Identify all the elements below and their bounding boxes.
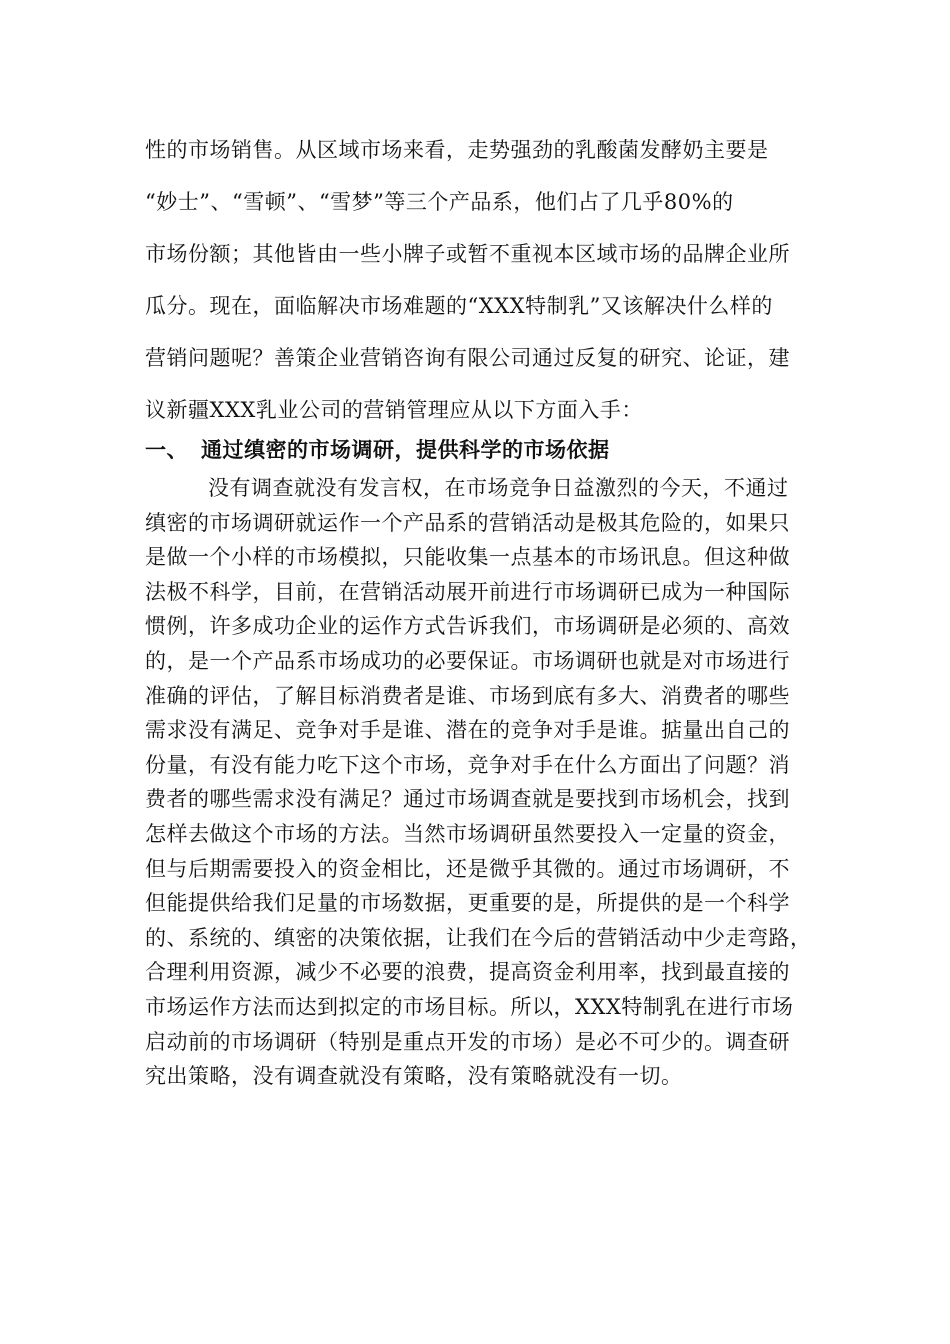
paragraph-line: 怎样去做这个市场的方法。当然市场调研虽然要投入一定量的资金，: [145, 821, 790, 846]
paragraph-line: 市场运作方法而达到拟定的市场目标。所以，XXX特制乳在进行市场: [145, 994, 794, 1019]
paragraph-line: 的、系统的、缜密的决策依据，让我们在今后的营销活动中少走弯路，: [145, 925, 812, 950]
paragraph-line: 的，是一个产品系市场成功的必要保证。市场调研也就是对市场进行: [145, 648, 790, 673]
paragraph-line: “妙士”、“雪顿”、“雪梦”等三个产品系，他们占了几乎80%的: [145, 190, 734, 214]
paragraph-line: 营销问题呢？善策企业营销咨询有限公司通过反复的研究、论证，建: [145, 346, 790, 370]
paragraph-line: 但与后期需要投入的资金相比，还是微乎其微的。通过市场调研，不: [145, 856, 790, 881]
paragraph-line: 费者的哪些需求没有满足？通过市场调查就是要找到市场机会，找到: [145, 787, 790, 812]
paragraph-line: 需求没有满足、竞争对手是谁、潜在的竞争对手是谁。掂量出自己的: [145, 718, 790, 743]
paragraph-line: 市场份额；其他皆由一些小牌子或暂不重视本区域市场的品牌企业所: [145, 242, 790, 266]
intro-paragraph: [145, 124, 790, 436]
paragraph-line: 准确的评估，了解目标消费者是谁、市场到底有多大、消费者的哪些: [145, 683, 790, 708]
paragraph-line: 议新疆XXX乳业公司的营销管理应从以下方面入手：: [145, 398, 643, 422]
section-heading: [145, 430, 610, 470]
paragraph-line: 但能提供给我们足量的市场数据，更重要的是，所提供的是一个科学: [145, 891, 790, 916]
paragraph-line: 合理利用资源，减少不必要的浪费，提高资金利用率，找到最直接的: [145, 960, 790, 985]
paragraph-line: 没有调查就没有发言权，在市场竞争日益激烈的今天，不通过: [208, 476, 789, 500]
paragraph-line: 法极不科学，目前，在营销活动展开前进行市场调研已成为一种国际: [145, 579, 790, 604]
paragraph-line: 究出策略，没有调查就没有策略，没有策略就没有一切。: [145, 1064, 683, 1089]
section-title: 通过缜密的市场调研，提供科学的市场依据: [201, 438, 610, 462]
paragraph-line: 缜密的市场调研就运作一个产品系的营销活动是极其危险的，如果只: [145, 510, 790, 535]
section-paragraph: [145, 471, 812, 1094]
paragraph-line: 份量，有没有能力吃下这个市场，竞争对手在什么方面出了问题？消: [145, 752, 790, 777]
paragraph-line: 是做一个小样的市场模拟，只能收集一点基本的市场讯息。但这种做: [145, 545, 790, 570]
paragraph-line: 性的市场销售。从区域市场来看，走势强劲的乳酸菌发酵奶主要是: [145, 138, 769, 162]
section-number: 一、: [145, 438, 188, 462]
paragraph-line: 瓜分。现在，面临解决市场难题的“XXX特制乳”又该解决什么样的: [145, 294, 773, 318]
paragraph-line: 启动前的市场调研（特别是重点开发的市场）是必不可少的。调查研: [145, 1029, 790, 1054]
paragraph-line: 惯例，许多成功企业的运作方式告诉我们，市场调研是必须的、高效: [145, 614, 790, 639]
